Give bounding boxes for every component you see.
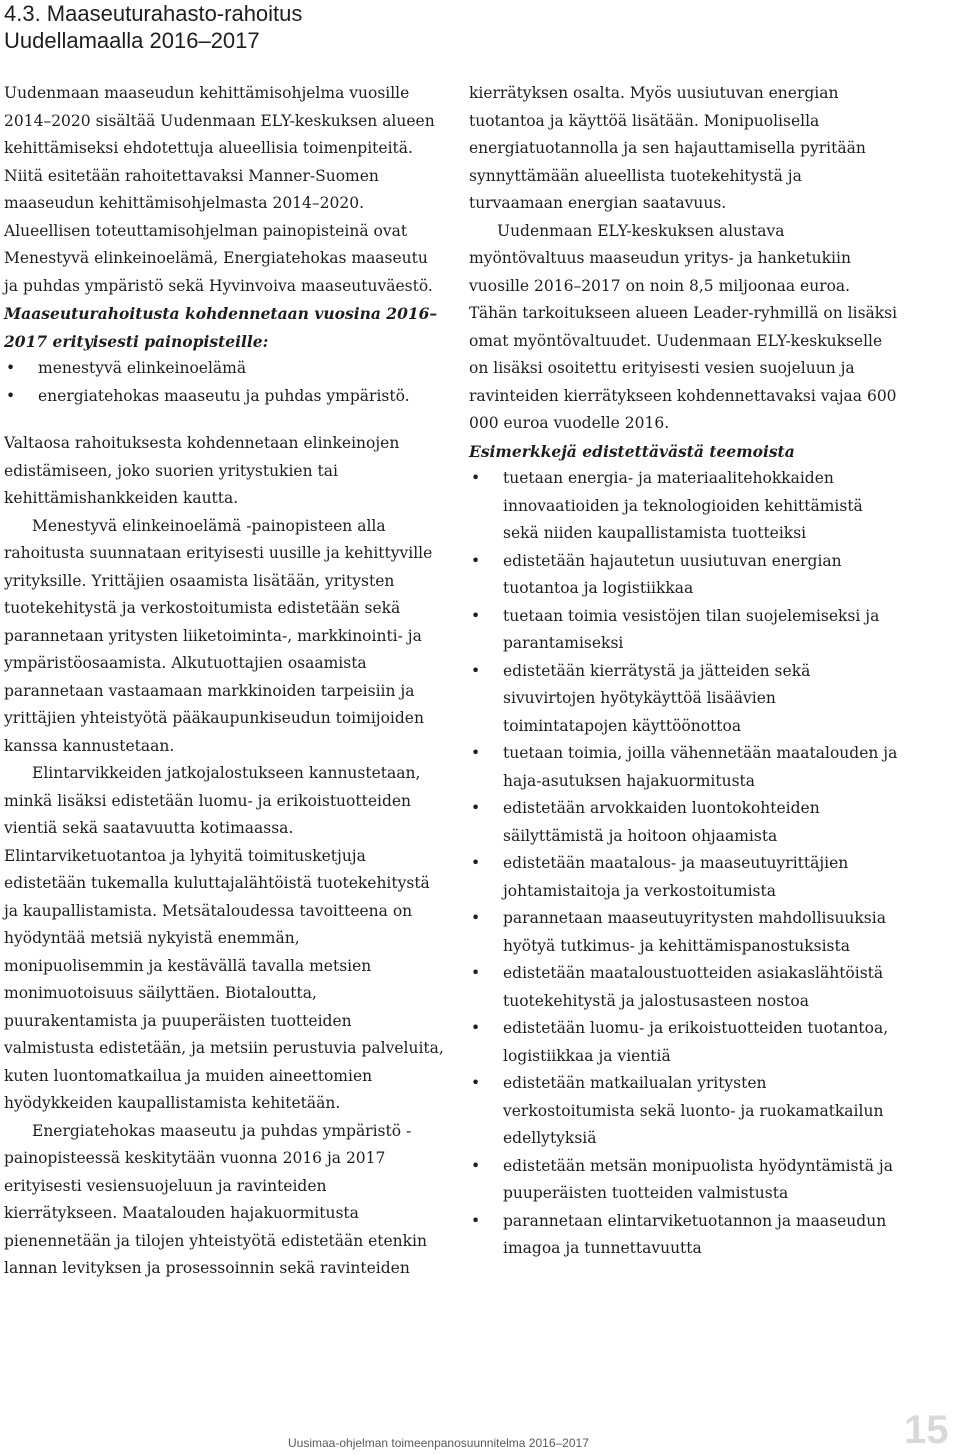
- examples-heading: Esimerkkejä edistettävästä teemoista: [469, 441, 795, 461]
- list-item-text: edistetään maatalous- ja maaseutuyrittäjien johtamistaitoja ja verkostoitumista: [503, 854, 849, 900]
- body-paragraph: Uudenmaan ELY-keskuksen alustava myöntövaltuus maaseudun yritys- ja hanketukiin vuosille 2016–2017 on noin 8,5 miljoonaa euroa. Tähän tarkoitukseen alueen Leader-ryhmillä on lisäksi omat myöntövaltuudet. Uudenmaan ELY-keskukselle on lisäksi osoitettu erityisesti vesien suojeluun ja ravinteiden kierrätykseen kohdennettavaksi vajaa 600 000 euroa vuodelle 2016.: [469, 221, 898, 432]
- list-item: [469, 905, 899, 960]
- bullet-marker: •: [471, 854, 481, 872]
- page-title-line-1: 4.3. Maaseuturahasto-rahoitus: [4, 1, 303, 26]
- bullet-marker: •: [471, 799, 481, 817]
- bullet-marker: •: [471, 606, 481, 625]
- list-item-text: edistetään arvokkaiden luontokohteiden säilyttämistä ja hoitoon ohjaamista: [503, 799, 820, 845]
- list-item-text: edistetään luomu- ja erikoistuotteiden tuotantoa, logistiikkaa ja vientiä: [503, 1019, 889, 1065]
- list-item-text: parannetaan elintarviketuotannon ja maaseudun imagoa ja tunnettavuutta: [503, 1211, 887, 1257]
- bullet-marker: •: [471, 744, 481, 762]
- list-item: [469, 1208, 899, 1263]
- list-item-text: parannetaan maaseutuyritysten mahdollisuuksia hyötyä tutkimus- ja kehittämispanostuksista: [503, 909, 886, 955]
- priority-list: [4, 355, 444, 410]
- list-item: [469, 850, 899, 905]
- priority-lead: Maaseuturahoitusta kohdennetaan vuosina 2016–2017 erityisesti painopisteille:: [4, 304, 438, 351]
- bullet-marker: •: [471, 551, 481, 570]
- body-paragraph: Elintarvikkeiden jatkojalostukseen kannustetaan, minkä lisäksi edistetään luomu- ja erikoistuotteiden vientiä sekä saatavuutta kotimaassa. Elintarviketuotantoa ja lyhyitä toimitusketjuja edistetään tukemalla kuluttajalähtöistä tuotekehitystä ja kaupallistamista. Metsätaloudessa tavoitteena on hyödyntää metsiä nykyistä enemmän, monipuolisemmin ja kestävällä tavalla metsien monimuotoisuus säilyttäen. Biotaloutta, puurakentamista ja puuperäisten tuotteiden valmistusta edistetään, ja metsiin perustuvia palveluita, kuten luontomatkailua ja muiden aineettomien hyödykkeiden kaupallistamista kehitetään.: [4, 764, 444, 1112]
- list-item-text: energiatehokas maaseutu ja puhdas ympäristö.: [38, 386, 410, 405]
- page-title-line-2: Uudellamaalla 2016–2017: [4, 28, 260, 53]
- list-item-text: edistetään matkailualan yritysten verkostoitumista sekä luonto- ja ruokamatkailun edellytyksiä: [503, 1074, 884, 1147]
- bullet-marker: •: [471, 1019, 481, 1037]
- list-item-text: edistetään kierrätystä ja jätteiden sekä sivuvirtojen hyötykäyttöä lisäävien toimintatapojen käyttöönottoa: [503, 661, 811, 735]
- list-item-text: tuetaan toimia vesistöjen tilan suojelemiseksi ja parantamiseksi: [503, 606, 880, 652]
- body-paragraph: Menestyvä elinkeinoelämä -painopisteen alla rahoitusta suunnataan erityisesti uusille ja kehittyville yrityksille. Yrittäjien osaamista lisätään, yritysten tuotekehitystä ja verkostoitumista edistetään sekä parannetaan yritysten liiketoiminta-, markkinointi- ja ympäristöosaamista. Alkutuottajien osaamista parannetaan vastaamaan markkinoiden tarpeisiin ja yrittäjien yhteistyötä pääkaupunkiseudun toimijoiden kanssa kannustetaan.: [4, 516, 433, 755]
- bullet-marker: •: [471, 469, 481, 487]
- page-number: 15: [904, 1408, 949, 1452]
- list-item-text: tuetaan toimia, joilla vähennetään maatalouden ja haja-asutuksen hajakuormitusta: [503, 744, 898, 790]
- list-item: [469, 465, 899, 548]
- list-item: [4, 383, 444, 411]
- bullet-marker: •: [471, 1074, 481, 1092]
- list-item-text: edistetään hajautetun uusiutuvan energian tuotantoa ja logistiikkaa: [503, 551, 842, 597]
- list-item: [469, 1070, 899, 1153]
- intro-paragraph: Uudenmaan maaseudun kehittämisohjelma vuosille 2014–2020 sisältää Uudenmaan ELY-keskuksen alueen kehittämiseksi ehdotettuja alueellisia toimenpiteitä. Niitä esitetään rahoitettavaksi Manner-Suomen maaseudun kehittämisohjelmasta 2014–2020. Alueellisen toteuttamisohjelman painopisteinä ovat Menestyvä elinkeinoelämä, Energiatehokas maaseutu ja puhdas ympäristö sekä Hyvinvoiva maaseutuväestö.: [4, 84, 435, 295]
- body-paragraph: Valtaosa rahoituksesta kohdennetaan elinkeinojen edistämiseen, joko suorien yritystukien tai kehittämishankkeiden kautta.: [4, 434, 400, 507]
- bullet-marker: •: [6, 386, 16, 405]
- page-title: [4, 0, 504, 54]
- left-column: [4, 80, 444, 1283]
- list-item: [469, 740, 899, 795]
- bullet-marker: •: [6, 359, 16, 377]
- examples-list: [469, 465, 899, 1263]
- footer-document-title: Uusimaa-ohjelman toimeenpanosuunnitelma 2016–2017: [288, 1436, 589, 1450]
- list-item: [469, 795, 899, 850]
- body-paragraph: kierrätyksen osalta. Myös uusiutuvan energian tuotantoa ja käyttöä lisätään. Monipuolisella energiatuotannolla ja sen hajauttamisella pyritään synnyttämään alueellista tuotekehitystä ja turvaamaan energian saatavuus.: [469, 84, 866, 212]
- bullet-marker: •: [471, 964, 481, 982]
- list-item: [4, 355, 444, 383]
- list-item: [469, 1015, 899, 1070]
- bullet-marker: •: [471, 661, 481, 680]
- list-item-text: edistetään metsän monipuolista hyödyntämistä ja puuperäisten tuotteiden valmistusta: [503, 1156, 893, 1202]
- list-item: [469, 603, 899, 658]
- list-item-text: edistetään maataloustuotteiden asiakaslähtöistä tuotekehitystä ja jalostusasteen nostoa: [503, 964, 884, 1010]
- list-item-text: menestyvä elinkeinoelämä: [38, 359, 247, 377]
- list-item-text: tuetaan energia- ja materiaalitehokkaiden innovaatioiden ja teknologioiden kehittämistä sekä niiden kaupallistamista tuotteiksi: [503, 469, 863, 542]
- bullet-marker: •: [471, 1156, 481, 1175]
- list-item: [469, 1153, 899, 1208]
- list-item: [469, 548, 899, 603]
- list-item: [469, 658, 899, 741]
- list-item: [469, 960, 899, 1015]
- body-paragraph: Energiatehokas maaseutu ja puhdas ympäristö -painopisteessä keskitytään vuonna 2016 ja 2017 erityisesti vesiensuojeluun ja ravinteiden kierrätykseen. Maatalouden hajakuormitusta pienennetään ja tilojen yhteistyötä edistetään etenkin lannan levityksen ja prosessoinnin sekä ravinteiden: [4, 1121, 427, 1277]
- bullet-marker: •: [471, 909, 481, 927]
- bullet-marker: •: [471, 1211, 481, 1230]
- right-column: [469, 80, 899, 1263]
